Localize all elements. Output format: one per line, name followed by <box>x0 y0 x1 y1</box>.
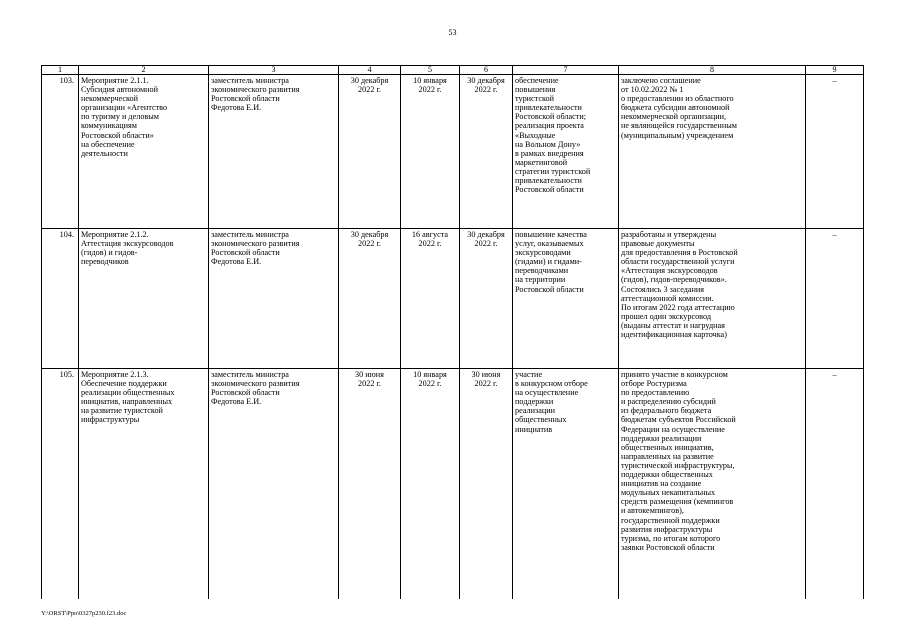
column-header-7: 7 <box>513 66 619 75</box>
row-number: 103. <box>42 75 79 229</box>
date-cell: 10 января 2022 г. <box>401 369 460 600</box>
activity-cell: Мероприятие 2.1.3. Обеспечение поддержки реализации общественных инициатив, направленных на развитие туристской инфраструктуры <box>79 369 209 600</box>
column-header-5: 5 <box>401 66 460 75</box>
column-header-1: 1 <box>42 66 79 75</box>
table-row <box>42 369 864 600</box>
date-cell: 30 июня 2022 г. <box>460 369 513 600</box>
actual-result-cell: заключено соглашение от 10.02.2022 № 1 о предоставлении из областного бюджета субсидии автономной некоммерческой организации, не являющейся государственным (муниципальным) учреждением <box>619 75 806 229</box>
activity-cell: Мероприятие 2.1.2. Аттестация экскурсоводов (гидов) и гидов- переводчиков <box>79 229 209 369</box>
responsible-cell: заместитель министра экономического развития Ростовской области Федотова Е.И. <box>209 229 339 369</box>
activity-cell: Мероприятие 2.1.1. Субсидия автономной некоммерческой организации «Агентство по туризму и деловым коммуникациям Ростовской области» на обеспечение деятельности <box>79 75 209 229</box>
date-cell: 30 июня 2022 г. <box>339 369 401 600</box>
page-number: 53 <box>448 28 457 37</box>
column-header-3: 3 <box>209 66 339 75</box>
column-header-8: 8 <box>619 66 806 75</box>
column-header-6: 6 <box>460 66 513 75</box>
table-row <box>42 75 864 229</box>
date-cell: 30 декабря 2022 г. <box>460 75 513 229</box>
actual-result-cell: принято участие в конкурсном отборе Ростуризма по предоставлению и распределению субсидий из федерального бюджета бюджетам субъектов Российской Федерации на осуществление поддержки реализации общественных инициатив, направленных на развитие туристической инфраструктуры, поддержки общественных инициатив на создание модульных некапитальных средств размещения (кемпингов и автокемпингов), государственной поддержки развития инфраструктуры туризма, по итогам которого заявки Ростовской области <box>619 369 806 600</box>
table-row <box>42 229 864 369</box>
date-cell: 30 декабря 2022 г. <box>339 229 401 369</box>
expected-result-cell: повышение качества услуг, оказываемых экскурсоводами (гидами) и гидами- переводчиками на территории Ростовской области <box>513 229 619 369</box>
report-table <box>41 65 864 599</box>
date-cell: 30 декабря 2022 г. <box>339 75 401 229</box>
column-header-2: 2 <box>79 66 209 75</box>
actual-result-cell: разработаны и утверждены правовые документы для предоставления в Ростовской области государственной услуги «Аттестация экскурсоводов (гидов), гидов-переводчиков». Состоялись 3 заседания аттестационной комиссии. По итогам 2022 года аттестацию прошел один экскурсовод (выданы аттестат и нагрудная идентификационная карточка) <box>619 229 806 369</box>
expected-result-cell: обеспечение повышения туристской привлекательности Ростовской области; реализация проекта «Выходные на Вольном Дону» в рамках внедрения маркетинговой стратегии туристской привлекательности Ростовской области <box>513 75 619 229</box>
document-file-path: Y:\ORST\Ppo\0327p230.f23.doc <box>41 610 127 617</box>
remarks-cell: – <box>806 75 864 229</box>
column-header-4: 4 <box>339 66 401 75</box>
date-cell: 10 января 2022 г. <box>401 75 460 229</box>
date-cell: 16 августа 2022 г. <box>401 229 460 369</box>
row-number: 105. <box>42 369 79 600</box>
responsible-cell: заместитель министра экономического развития Ростовской области Федотова Е.И. <box>209 369 339 600</box>
responsible-cell: заместитель министра экономического развития Ростовской области Федотова Е.И. <box>209 75 339 229</box>
expected-result-cell: участие в конкурсном отборе на осуществление поддержки реализации общественных инициатив <box>513 369 619 600</box>
row-number: 104. <box>42 229 79 369</box>
date-cell: 30 декабря 2022 г. <box>460 229 513 369</box>
column-header-9: 9 <box>806 66 864 75</box>
remarks-cell: – <box>806 369 864 600</box>
remarks-cell: – <box>806 229 864 369</box>
column-number-row <box>42 66 864 75</box>
